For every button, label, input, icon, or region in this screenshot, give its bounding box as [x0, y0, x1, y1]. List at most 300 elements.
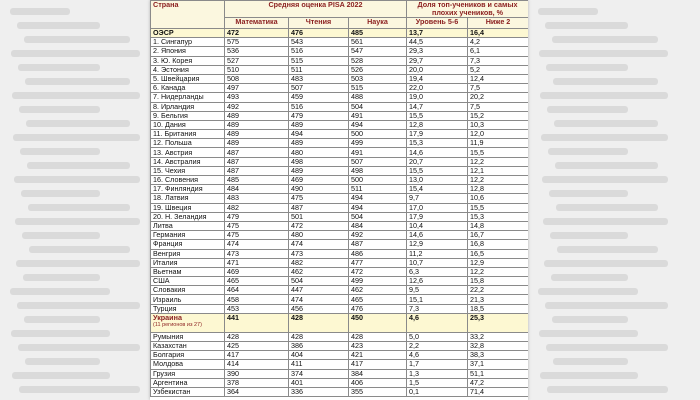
blurred-line [539, 330, 638, 337]
cell-science: 500 [349, 176, 407, 185]
cell-reading: 482 [289, 258, 349, 267]
table-row [151, 176, 529, 185]
cell-level56: 2,2 [407, 342, 468, 351]
blurred-line [544, 260, 668, 267]
cell-math: 390 [225, 369, 289, 378]
cell-math: 489 [225, 111, 289, 120]
cell-reading: 487 [289, 203, 349, 212]
cell-math: 483 [225, 194, 289, 203]
blurred-line [12, 372, 110, 379]
table-row [151, 185, 529, 194]
cell-name: 7. Нидерланды [151, 93, 225, 102]
ukraine-name: Украина [153, 313, 182, 322]
cell-name: Узбекистан [151, 387, 225, 396]
cell-math: 575 [225, 38, 289, 47]
cell-science: 428 [349, 332, 407, 341]
blurred-line [19, 106, 100, 113]
cell-math: 489 [225, 120, 289, 129]
cell-reading: 474 [289, 240, 349, 249]
cell-level56: 15,1 [407, 295, 468, 304]
cell-name: 5. Швейцария [151, 74, 225, 83]
cell-name: 19. Швеция [151, 203, 225, 212]
blurred-line [24, 36, 130, 43]
below2-column-header: Ниже 2 [468, 18, 528, 29]
blurred-line [546, 64, 628, 71]
table-row [151, 212, 529, 221]
cell-science: 487 [349, 240, 407, 249]
cell-math: 453 [225, 304, 289, 313]
ukraine-math: 441 [225, 313, 289, 332]
cell-science: 504 [349, 102, 407, 111]
cell-name: 6. Канада [151, 84, 225, 93]
blurred-line [553, 358, 628, 365]
level56-column-header: Уровень 5-6 [407, 18, 468, 29]
cell-science: 494 [349, 194, 407, 203]
cell-level56: 1,3 [407, 369, 468, 378]
table-row [151, 93, 529, 102]
blurred-line [15, 218, 140, 225]
cell-math: 417 [225, 351, 289, 360]
cell-reading: 516 [289, 102, 349, 111]
table-row [151, 74, 529, 83]
blurred-line [552, 36, 658, 43]
cell-reading: 480 [289, 148, 349, 157]
cell-below2: 51,1 [468, 369, 528, 378]
blurred-line [545, 22, 628, 29]
blurred-line [26, 120, 130, 127]
math-column-header: Математика [225, 18, 289, 29]
cell-math: 458 [225, 295, 289, 304]
cell-math: 487 [225, 157, 289, 166]
blurred-line [557, 246, 658, 253]
cell-below2: 18,5 [468, 304, 528, 313]
cell-science: 492 [349, 231, 407, 240]
pisa-table-document [150, 0, 528, 400]
cell-math: 378 [225, 378, 289, 387]
blurred-line [554, 120, 658, 127]
blurred-line [543, 218, 668, 225]
cell-below2: 15,2 [468, 111, 528, 120]
cell-level56: 15,4 [407, 185, 468, 194]
cell-reading: 489 [289, 120, 349, 129]
cell-science: 511 [349, 185, 407, 194]
cell-science: 421 [349, 351, 407, 360]
cell-science: 472 [349, 267, 407, 276]
cell-name: Германия [151, 231, 225, 240]
cell-level56: 44,5 [407, 38, 468, 47]
cell-below2: 16,8 [468, 240, 528, 249]
cell-name: 18. Латвия [151, 194, 225, 203]
cell-reading: 428 [289, 332, 349, 341]
blurred-line [553, 78, 658, 85]
cell-name: Болгария [151, 351, 225, 360]
cell-science: 486 [349, 249, 407, 258]
science-column-header: Наука [349, 18, 407, 29]
table-row [151, 47, 529, 56]
cell-name: Литва [151, 221, 225, 230]
cell-math: 489 [225, 139, 289, 148]
cell-math: 482 [225, 203, 289, 212]
cell-name: Грузия [151, 369, 225, 378]
table-row [151, 304, 529, 313]
ukraine-science: 450 [349, 313, 407, 332]
blurred-line [19, 386, 140, 393]
table-row [151, 120, 529, 129]
cell-math: 475 [225, 231, 289, 240]
table-row [151, 295, 529, 304]
table-row [151, 231, 529, 240]
blurred-line [547, 106, 628, 113]
cell-name: Казахстан [151, 342, 225, 351]
cell-reading: 475 [289, 194, 349, 203]
cell-below2: 33,2 [468, 332, 528, 341]
cell-reading: 336 [289, 387, 349, 396]
table-row [151, 203, 529, 212]
blurred-line [16, 260, 140, 267]
cell-reading: 472 [289, 221, 349, 230]
cell-math: 527 [225, 56, 289, 65]
table-row [151, 286, 529, 295]
blurred-line [11, 330, 110, 337]
cell-science: 491 [349, 148, 407, 157]
cell-below2: 16,7 [468, 231, 528, 240]
cell-math: 485 [225, 176, 289, 185]
cell-below2: 6,1 [468, 47, 528, 56]
cell-name: Италия [151, 258, 225, 267]
cell-below2: 12,8 [468, 185, 528, 194]
cell-math: 508 [225, 74, 289, 83]
cell-below2: 15,8 [468, 277, 528, 286]
cell-level56: 5,0 [407, 332, 468, 341]
cell-level56: 12,6 [407, 277, 468, 286]
table-row [151, 360, 529, 369]
cell-name: Венгрия [151, 249, 225, 258]
table-row [151, 194, 529, 203]
cell-level56: 20,7 [407, 157, 468, 166]
blurred-line [540, 92, 668, 99]
oecd-reading: 476 [289, 29, 349, 38]
cell-reading: 374 [289, 369, 349, 378]
cell-name: 1. Сингапур [151, 38, 225, 47]
blurred-line [24, 316, 100, 323]
cell-below2: 12,2 [468, 176, 528, 185]
cell-science: 526 [349, 65, 407, 74]
cell-name: Турция [151, 304, 225, 313]
cell-level56: 7,3 [407, 304, 468, 313]
blurred-line [547, 386, 668, 393]
cell-science: 528 [349, 56, 407, 65]
cell-below2: 10,6 [468, 194, 528, 203]
cell-name: Румыния [151, 332, 225, 341]
cell-name: 14. Австралия [151, 157, 225, 166]
oecd-level56: 13,7 [407, 29, 468, 38]
cell-reading: 511 [289, 65, 349, 74]
cell-below2: 11,9 [468, 139, 528, 148]
cell-below2: 7,5 [468, 102, 528, 111]
cell-science: 477 [349, 258, 407, 267]
cell-level56: 10,4 [407, 221, 468, 230]
cell-below2: 10,3 [468, 120, 528, 129]
blurred-line [18, 64, 100, 71]
blurred-line [21, 190, 100, 197]
cell-reading: 411 [289, 360, 349, 369]
reading-column-header: Чтения [289, 18, 349, 29]
cell-level56: 17,9 [407, 130, 468, 139]
country-column-header: Страна [151, 1, 225, 29]
blurred-line [14, 176, 140, 183]
cell-science: 491 [349, 111, 407, 120]
table-row [151, 102, 529, 111]
cell-below2: 21,3 [468, 295, 528, 304]
blurred-line [12, 92, 140, 99]
cell-name: США [151, 277, 225, 286]
cell-level56: 17,9 [407, 212, 468, 221]
cell-name: Аргентина [151, 378, 225, 387]
cell-level56: 9,5 [407, 286, 468, 295]
cell-level56: 15,5 [407, 166, 468, 175]
cell-science: 384 [349, 369, 407, 378]
cell-science: 499 [349, 139, 407, 148]
cell-reading: 480 [289, 231, 349, 240]
cell-below2: 12,4 [468, 74, 528, 83]
blurred-line [20, 148, 100, 155]
table-row [151, 166, 529, 175]
cell-science: 494 [349, 120, 407, 129]
cell-below2: 15,5 [468, 203, 528, 212]
cell-below2: 20,2 [468, 93, 528, 102]
pisa-results-table [150, 0, 528, 397]
cell-reading: 504 [289, 277, 349, 286]
cell-level56: 10,7 [407, 258, 468, 267]
ukraine-level56: 4,6 [407, 313, 468, 332]
cell-math: 487 [225, 166, 289, 175]
cell-name: 13. Австрия [151, 148, 225, 157]
blurred-line [550, 232, 628, 239]
table-row [151, 84, 529, 93]
cell-below2: 7,5 [468, 84, 528, 93]
cell-math: 464 [225, 286, 289, 295]
blurred-line [25, 358, 100, 365]
cell-level56: 14,6 [407, 148, 468, 157]
cell-reading: 507 [289, 84, 349, 93]
blurred-right-panel [528, 0, 700, 400]
cell-science: 406 [349, 378, 407, 387]
cell-level56: 9,7 [407, 194, 468, 203]
blurred-line [545, 302, 668, 309]
table-row [151, 56, 529, 65]
cell-level56: 6,3 [407, 267, 468, 276]
cell-level56: 15,5 [407, 111, 468, 120]
average-score-header: Средняя оценка PISA 2022 [225, 1, 407, 18]
cell-math: 489 [225, 130, 289, 139]
blurred-line [551, 274, 628, 281]
cell-level56: 0,1 [407, 387, 468, 396]
cell-level56: 11,2 [407, 249, 468, 258]
blurred-line [13, 134, 140, 141]
cell-reading: 462 [289, 267, 349, 276]
cell-level56: 29,3 [407, 47, 468, 56]
cell-level56: 13,0 [407, 176, 468, 185]
cell-reading: 456 [289, 304, 349, 313]
cell-level56: 12,9 [407, 240, 468, 249]
blurred-line [28, 204, 130, 211]
table-row [151, 258, 529, 267]
cell-math: 428 [225, 332, 289, 341]
cell-reading: 386 [289, 342, 349, 351]
cell-science: 462 [349, 286, 407, 295]
blurred-line [10, 8, 70, 15]
table-row [151, 351, 529, 360]
cell-level56: 4,6 [407, 351, 468, 360]
cell-level56: 19,4 [407, 74, 468, 83]
blurred-line [17, 302, 140, 309]
cell-science: 465 [349, 295, 407, 304]
cell-name: 16. Словения [151, 176, 225, 185]
blurred-line [11, 50, 140, 57]
cell-level56: 1,5 [407, 378, 468, 387]
blurred-line [22, 232, 100, 239]
cell-reading: 498 [289, 157, 349, 166]
cell-reading: 474 [289, 295, 349, 304]
oecd-row [151, 29, 529, 38]
cell-science: 498 [349, 166, 407, 175]
table-row [151, 130, 529, 139]
cell-below2: 14,8 [468, 221, 528, 230]
cell-science: 503 [349, 74, 407, 83]
blurred-line [546, 344, 668, 351]
cell-reading: 401 [289, 378, 349, 387]
blurred-left-panel [0, 0, 150, 400]
cell-math: 465 [225, 277, 289, 286]
cell-name: 11. Британия [151, 130, 225, 139]
cell-math: 474 [225, 240, 289, 249]
cell-reading: 473 [289, 249, 349, 258]
cell-science: 476 [349, 304, 407, 313]
blurred-line [27, 162, 130, 169]
oecd-name: ОЭСР [151, 29, 225, 38]
cell-math: 487 [225, 148, 289, 157]
table-row [151, 157, 529, 166]
cell-science: 417 [349, 360, 407, 369]
blurred-line [18, 344, 140, 351]
cell-math: 475 [225, 221, 289, 230]
blurred-line [17, 22, 100, 29]
cell-below2: 12,2 [468, 157, 528, 166]
cell-reading: 490 [289, 185, 349, 194]
cell-below2: 71,4 [468, 387, 528, 396]
cell-math: 492 [225, 102, 289, 111]
cell-math: 479 [225, 212, 289, 221]
cell-reading: 515 [289, 56, 349, 65]
table-row [151, 65, 529, 74]
blurred-line [542, 176, 668, 183]
cell-level56: 20,0 [407, 65, 468, 74]
cell-reading: 459 [289, 93, 349, 102]
cell-level56: 19,0 [407, 93, 468, 102]
ukraine-below2: 25,3 [468, 313, 528, 332]
cell-name: Молдова [151, 360, 225, 369]
blurred-line [538, 8, 598, 15]
table-row [151, 139, 529, 148]
cell-below2: 15,3 [468, 212, 528, 221]
cell-name: 4. Эстония [151, 65, 225, 74]
cell-below2: 5,2 [468, 65, 528, 74]
cell-name: Франция [151, 240, 225, 249]
table-row [151, 332, 529, 341]
cell-below2: 38,3 [468, 351, 528, 360]
ukraine-reading: 428 [289, 313, 349, 332]
cell-reading: 516 [289, 47, 349, 56]
blurred-line [25, 78, 130, 85]
cell-name: Вьетнам [151, 267, 225, 276]
cell-math: 510 [225, 65, 289, 74]
blurred-line [548, 148, 628, 155]
cell-level56: 15,3 [407, 139, 468, 148]
cell-reading: 489 [289, 166, 349, 175]
cell-math: 469 [225, 267, 289, 276]
cell-science: 504 [349, 212, 407, 221]
table-row [151, 111, 529, 120]
cell-level56: 1,7 [407, 360, 468, 369]
cell-reading: 543 [289, 38, 349, 47]
cell-math: 497 [225, 84, 289, 93]
cell-reading: 479 [289, 111, 349, 120]
oecd-math: 472 [225, 29, 289, 38]
oecd-science: 485 [349, 29, 407, 38]
cell-below2: 37,1 [468, 360, 528, 369]
blurred-line [549, 190, 628, 197]
blurred-line [29, 246, 130, 253]
cell-reading: 501 [289, 212, 349, 221]
table-row [151, 221, 529, 230]
cell-below2: 4,2 [468, 38, 528, 47]
cell-science: 499 [349, 277, 407, 286]
cell-math: 364 [225, 387, 289, 396]
table-row [151, 378, 529, 387]
cell-reading: 494 [289, 130, 349, 139]
cell-science: 494 [349, 203, 407, 212]
cell-science: 423 [349, 342, 407, 351]
cell-math: 473 [225, 249, 289, 258]
cell-science: 515 [349, 84, 407, 93]
cell-below2: 12,2 [468, 267, 528, 276]
cell-below2: 7,3 [468, 56, 528, 65]
cell-math: 425 [225, 342, 289, 351]
blurred-line [552, 316, 628, 323]
blurred-line [556, 204, 658, 211]
blurred-line [541, 134, 668, 141]
cell-math: 536 [225, 47, 289, 56]
cell-science: 484 [349, 221, 407, 230]
table-row [151, 342, 529, 351]
cell-name: 20. Н. Зеландия [151, 212, 225, 221]
cell-math: 414 [225, 360, 289, 369]
cell-below2: 12,1 [468, 166, 528, 175]
cell-science: 500 [349, 130, 407, 139]
cell-name: 15. Чехия [151, 166, 225, 175]
cell-math: 493 [225, 93, 289, 102]
cell-name: 12. Польша [151, 139, 225, 148]
cell-science: 488 [349, 93, 407, 102]
cell-name: 17. Финляндия [151, 185, 225, 194]
cell-level56: 29,7 [407, 56, 468, 65]
ukraine-row [151, 313, 529, 332]
table-row [151, 240, 529, 249]
cell-reading: 404 [289, 351, 349, 360]
cell-reading: 489 [289, 139, 349, 148]
cell-level56: 14,6 [407, 231, 468, 240]
blurred-line [538, 288, 638, 295]
